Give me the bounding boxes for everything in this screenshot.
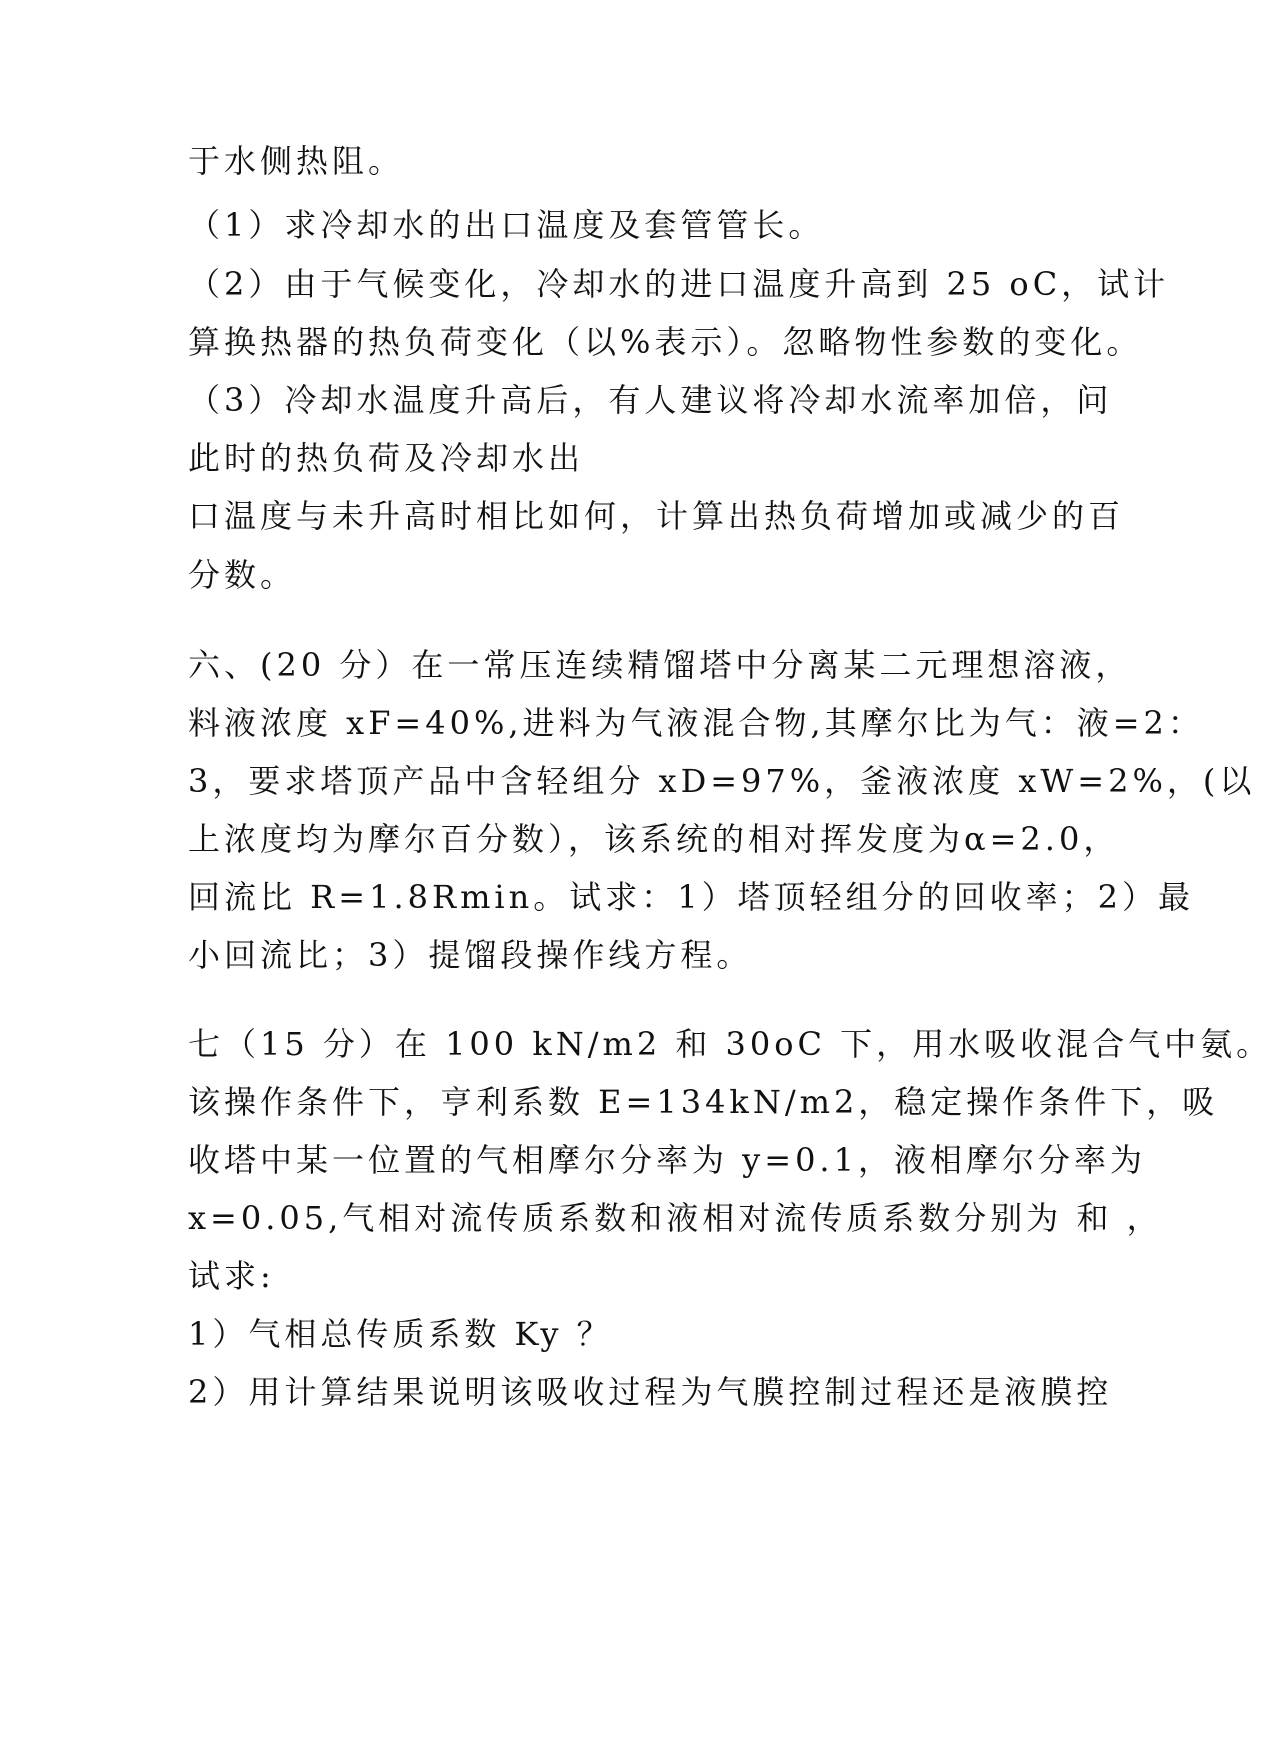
text-line: x=0.05,气相对流传质系数和液相对流传质系数分别为 和 ， bbox=[188, 1199, 1163, 1237]
section-6-heading-line: 六、(20 分）在一常压连续精馏塔中分离某二元理想溶液， bbox=[188, 646, 1132, 684]
text-line: 小回流比；3）提馏段操作线方程。 bbox=[188, 936, 753, 974]
text-line: 此时的热负荷及冷却水出 bbox=[188, 439, 585, 477]
text-line: 料液浓度 xF=40%,进料为气液混合物,其摩尔比为气：液=2： bbox=[188, 704, 1204, 742]
text-line: 1）气相总传质系数 Ky ？ bbox=[188, 1315, 613, 1353]
text-line: 口温度与未升高时相比如何，计算出热负荷增加或减少的百 bbox=[188, 497, 1125, 535]
text-line: 分数。 bbox=[188, 556, 297, 594]
text-line: 试求: bbox=[188, 1257, 275, 1295]
text-line: 算换热器的热负荷变化（以%表示）。忽略物性参数的变化。 bbox=[188, 323, 1143, 361]
text-line: （3）冷却水温度升高后，有人建议将冷却水流率加倍，问 bbox=[188, 381, 1113, 419]
text-line: 该操作条件下，亨利系数 E=134kN/m2，稳定操作条件下，吸 bbox=[188, 1083, 1219, 1121]
text-line: （2）由于气候变化，冷却水的进口温度升高到 25 oC，试计 bbox=[188, 265, 1170, 303]
text-line: （1）求冷却水的出口温度及套管管长。 bbox=[188, 206, 825, 244]
text-line: 收塔中某一位置的气相摩尔分率为 y=0.1，液相摩尔分率为 bbox=[188, 1141, 1146, 1179]
section-7-heading-line: 七（15 分）在 100 kN/m2 和 30oC 下，用水吸收混合气中氨。 bbox=[188, 1025, 1272, 1063]
text-line: 回流比 R=1.8Rmin。试求：1）塔顶轻组分的回收率；2）最 bbox=[188, 878, 1194, 916]
text-line: 上浓度均为摩尔百分数），该系统的相对挥发度为α=2.0， bbox=[188, 820, 1120, 858]
text-line: 2）用计算结果说明该吸收过程为气膜控制过程还是液膜控 bbox=[188, 1373, 1113, 1411]
text-line: 于水侧热阻。 bbox=[188, 142, 405, 180]
text-line: 3，要求塔顶产品中含轻组分 xD=97%，釜液浓度 xW=2%，(以 bbox=[188, 762, 1256, 800]
